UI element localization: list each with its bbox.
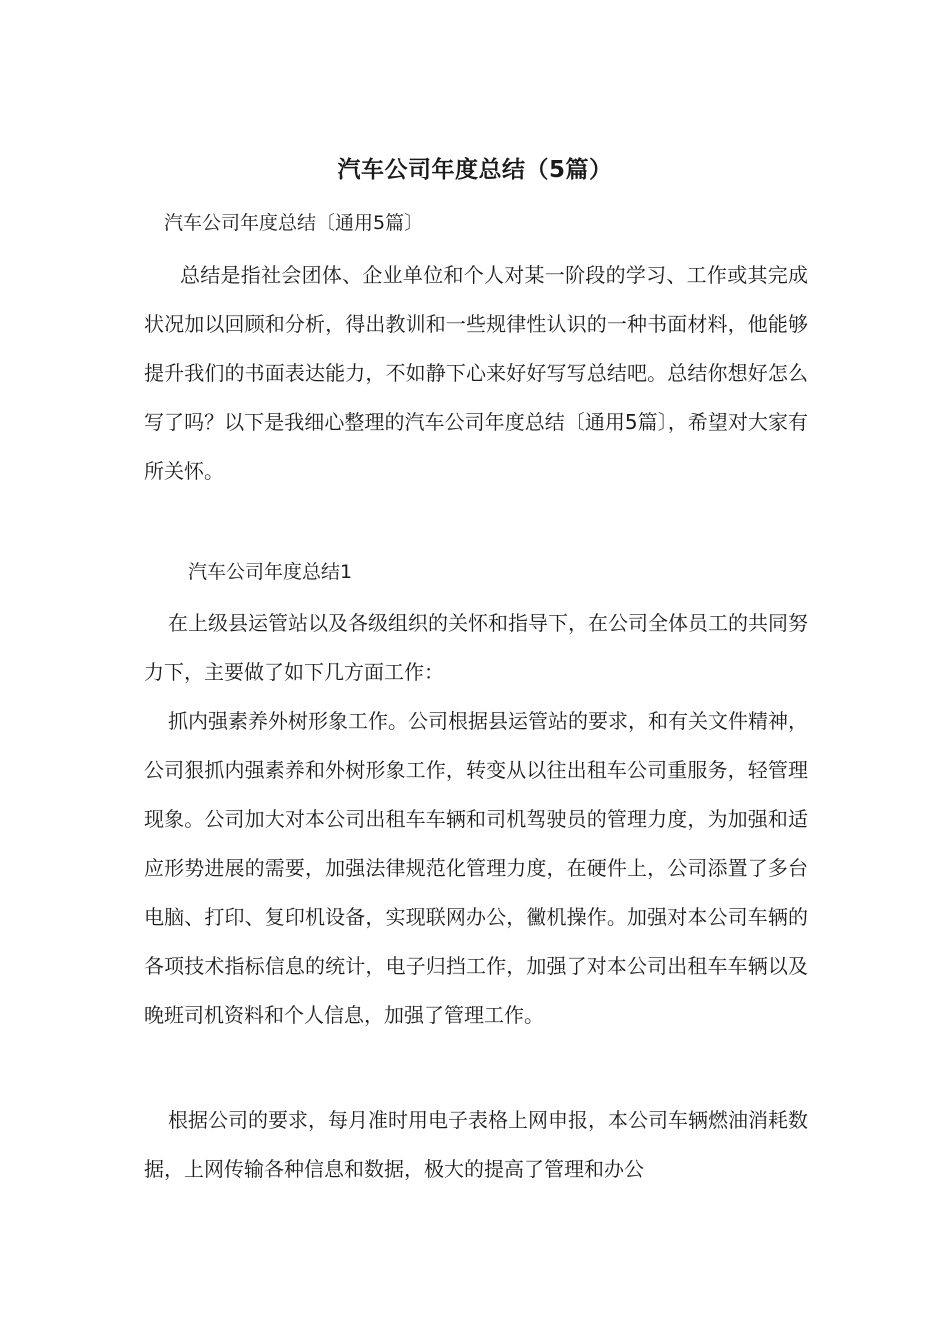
- body-paragraph-1: 在上级县运管站以及各级组织的关怀和指导下，在公司全体员工的共同努力下，主要做了如下几方面工作：: [144, 611, 808, 684]
- section-heading: 汽车公司年度总结1: [188, 561, 353, 583]
- document-subtitle: 汽车公司年度总结〔通用5篇〕: [164, 212, 424, 234]
- document-title: 汽车公司年度总结（5篇）: [337, 157, 613, 183]
- body-paragraph-3: 根据公司的要求，每月准时用电子表格上网申报，本公司车辆燃油消耗数据，上网传输各种信息和数据，极大的提高了管理和办公: [144, 1108, 808, 1181]
- intro-paragraph: 总结是指社会团体、企业单位和个人对某一阶段的学习、工作或其完成状况加以回顾和分析，得出教训和一些规律性认识的一种书面材料，他能够提升我们的书面表达能力，不如静下心来好好写写总结吧。总结你想好怎么写了吗？以下是我细心整理的汽车公司年度总结〔通用5篇〕，希望对大家有所关怀。: [144, 263, 808, 483]
- body-paragraph-2: 抓内强素养外树形象工作。公司根据县运管站的要求，和有关文件精神，公司狠抓内强素养和外树形象工作，转变从以往出租车公司重服务，轻管理现象。公司加大对本公司出租车车辆和司机驾驶员的管理力度，为加强和适应形势进展的需要，加强法律规范化管理力度，在硬件上，公司添置了多台电脑、打印、复印机设备，实现联网办公，黴机操作。加强对本公司车辆的各项技术指标信息的统计，电子归挡工作，加强了对本公司出租车车辆以及晚班司机资料和个人信息，加强了管理工作。: [144, 709, 808, 1027]
